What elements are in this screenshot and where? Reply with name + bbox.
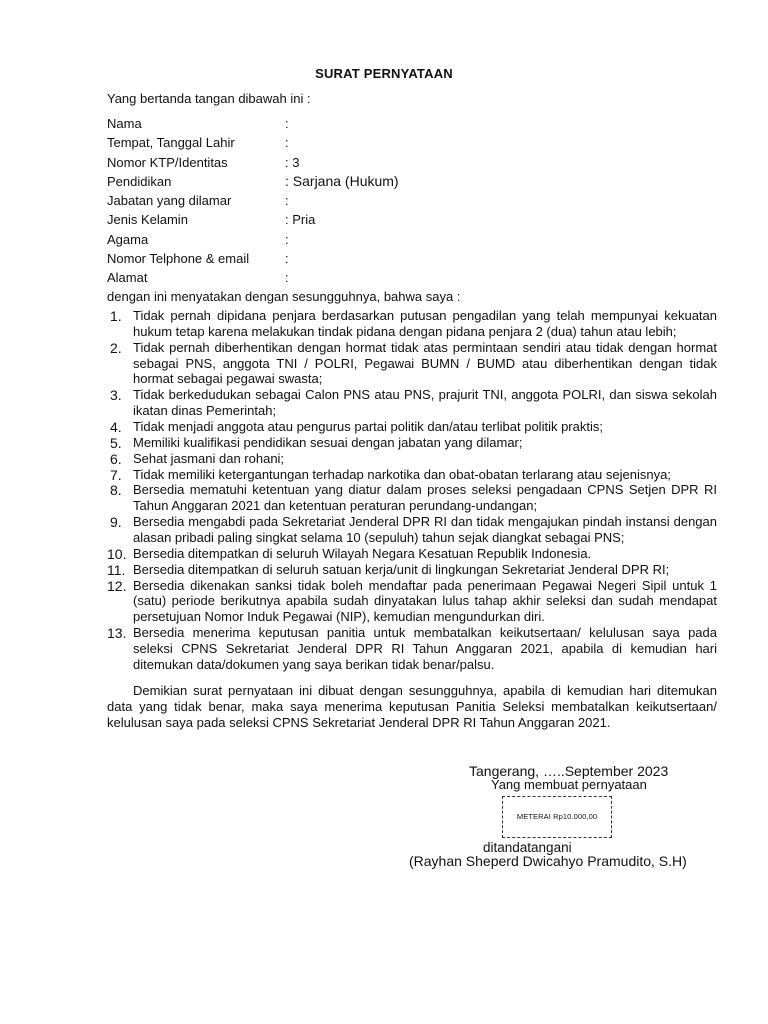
- list-item: [107, 578, 717, 626]
- item-text: Tidak pernah dipidana penjara berdasarkan putusan pengadilan yang telah mempunyai kekuatan hukum tetap karena melakukan tindak pidana dengan pidana penjara 2 (dua) tahun atau lebih;: [133, 308, 717, 339]
- list-item: [107, 482, 717, 514]
- item-text: Memiliki kualifikasi pendidikan sesuai dengan jabatan yang dilamar;: [133, 434, 523, 450]
- list-item: [107, 514, 717, 546]
- item-text: Bersedia dikenakan sanksi tidak boleh mendaftar pada penerimaan Pegawai Negeri Sipil untuk 1 (satu) periode berikutnya apabila sudah dinyatakan lulus tahap akhir seleksi dan sudah mendapat persetujuan Nomor Induk Pegawai (NIP), kemudian mengundurkan diri.: [133, 577, 717, 625]
- item-number: 8.: [110, 482, 122, 499]
- field-label: Jabatan yang dilamar: [107, 193, 232, 209]
- closing-paragraph: Demikian surat pernyataan ini dibuat dengan sesungguhnya, apabila di kemudian hari ditemukan data yang tidak benar, maka saya menerima keputusan Panitia Seleksi membatalkan keikutsertaan/ kelulusan saya pada seleksi CPNS Sekretariat Jenderal DPR RI Tahun Anggaran 2021.: [107, 683, 717, 730]
- declaration-text: dengan ini menyatakan dengan sesungguhnya, bahwa saya :: [107, 289, 461, 304]
- item-number: 12.: [107, 577, 127, 594]
- field-label: Nomor KTP/Identitas: [107, 154, 228, 170]
- field-value: :: [285, 231, 289, 247]
- field-label: Alamat: [107, 270, 148, 286]
- item-text: Tidak berkedudukan sebagai Calon PNS atau PNS, prajurit TNI, anggota POLRI, dan siswa sekolah ikatan dinas Pemerintah;: [133, 387, 717, 419]
- field-label: Nama: [107, 116, 142, 131]
- maker-label: Yang membuat pernyataan: [491, 777, 647, 792]
- item-number: 11.: [107, 561, 126, 578]
- field-label: Jenis Kelamin: [107, 212, 188, 228]
- item-number: 2.: [110, 339, 122, 356]
- item-number: 6.: [110, 450, 122, 467]
- field-pendidikan: [107, 174, 667, 193]
- list-item: [107, 308, 717, 340]
- list-item: [107, 467, 717, 483]
- item-number: 5.: [110, 434, 122, 451]
- field-nama: [107, 116, 667, 135]
- field-nomor-ktp: [107, 155, 667, 174]
- item-number: 9.: [110, 514, 122, 531]
- item-number: 3.: [110, 387, 122, 404]
- item-text: Bersedia mematuhi ketentuan yang diatur dalam proses seleksi pengadaan CPNS Setjen DPR RI Tahun Anggaran 2021 dan ketentuan peraturan perundang-undangan;: [133, 482, 717, 514]
- field-telphone-email: [107, 251, 667, 270]
- item-number: 13.: [107, 625, 127, 642]
- list-item: [107, 546, 717, 562]
- field-label: Pendidikan: [107, 173, 172, 189]
- list-item: [107, 625, 717, 673]
- field-value: : 3: [285, 154, 300, 170]
- field-value: :: [285, 270, 289, 286]
- list-item: [107, 387, 717, 419]
- meterai-stamp-box: [502, 796, 612, 838]
- item-text: Sehat jasmani dan rohani;: [133, 450, 285, 466]
- place-date: Tangerang, …..September 2023: [469, 763, 669, 779]
- list-item: [107, 435, 717, 451]
- field-value: : Sarjana (Hukum): [285, 172, 399, 189]
- item-number: 7.: [110, 466, 122, 483]
- field-alamat: [107, 270, 667, 289]
- item-text: Bersedia ditempatkan di seluruh Wilayah Negara Kesatuan Republik Indonesia.: [133, 545, 592, 561]
- stamp-text: METERAI Rp10.000,00: [516, 812, 598, 822]
- list-item: [107, 340, 717, 388]
- item-number: 1.: [110, 308, 122, 324]
- signer-name: (Rayhan Sheperd Dwicahyo Pramudito, S.H): [409, 853, 687, 869]
- item-text: Tidak memiliki ketergantungan terhadap narkotika dan obat-obatan terlarang atau sejenisnya;: [133, 466, 671, 482]
- intro-text: Yang bertanda tangan dibawah ini :: [107, 91, 311, 106]
- field-tempat-tanggal-lahir: [107, 135, 667, 154]
- item-text: Bersedia mengabdi pada Sekretariat Jenderal DPR RI dan tidak mengajukan pindah instansi dengan alasan pribadi paling singkat selama 10 (sepuluh) tahun sejak diangkat sebagai PNS;: [133, 514, 717, 546]
- list-item: [107, 562, 717, 578]
- field-label: Nomor Telphone & email: [107, 251, 250, 267]
- field-jabatan: [107, 193, 667, 212]
- item-number: 10.: [107, 545, 127, 562]
- item-text: Tidak pernah diberhentikan dengan hormat tidak atas permintaan sendiri atau tidak dengan hormat sebagai PNS, anggota TNI / POLRI, Pegawai BUMN / BUMD atau diberhentikan dengan tidak hormat sebagai pegawai swasta;: [133, 339, 717, 387]
- statement-list: [107, 308, 717, 673]
- item-text: Bersedia menerima keputusan panitia untuk membatalkan keikutsertaan/ kelulusan saya pada seleksi CPNS Sekretariat Jenderal DPR RI Tahun Anggaran 2021, apabila di kemudian hari ditemukan data/dokumen yang saya berikan tidak benar/palsu.: [133, 625, 717, 672]
- field-value: :: [285, 135, 289, 151]
- item-text: Tidak menjadi anggota atau pengurus partai politik dan/atau terlibat politik praktis;: [133, 419, 603, 435]
- document-title: SURAT PERNYATAAN: [315, 66, 453, 81]
- field-value: :: [285, 193, 289, 209]
- field-value: :: [285, 116, 289, 131]
- field-agama: [107, 232, 667, 251]
- list-item: [107, 451, 717, 467]
- signed-note: ditandatangani: [483, 840, 572, 855]
- field-value: : Pria: [285, 212, 316, 228]
- field-jenis-kelamin: [107, 212, 667, 231]
- item-number: 4.: [110, 419, 122, 436]
- field-label: Tempat, Tanggal Lahir: [107, 135, 235, 151]
- field-value: :: [285, 251, 289, 267]
- list-item: [107, 419, 717, 435]
- item-text: Bersedia ditempatkan di seluruh satuan kerja/unit di lingkungan Sekretariat Jenderal DPR RI;: [133, 561, 670, 577]
- field-label: Agama: [107, 231, 149, 247]
- identity-fields: [107, 116, 667, 290]
